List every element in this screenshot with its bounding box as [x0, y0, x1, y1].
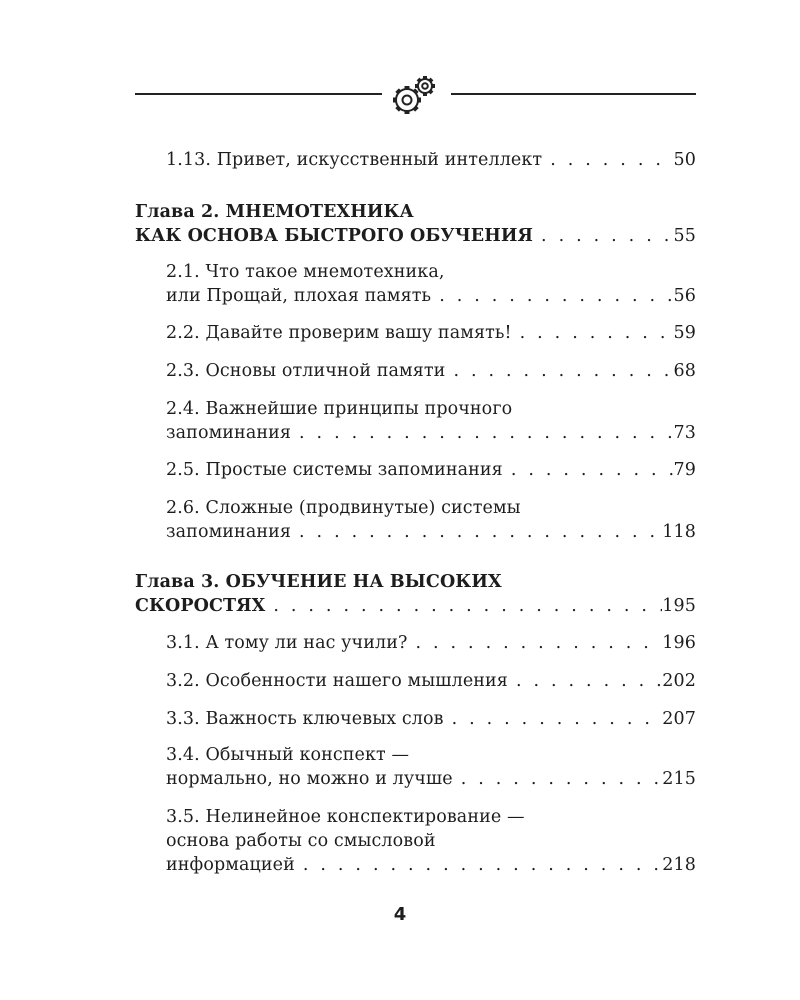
chapter-title-line: Глава 3. ОБУЧЕНИЕ НА ВЫСОКИХ — [135, 572, 502, 592]
toc-entry-3-5 — [166, 805, 696, 877]
toc-entry-2-2 — [166, 321, 696, 345]
entry-title-line: 2.2. Давайте проверим вашу память! — [166, 323, 512, 343]
dot-leader — [407, 631, 662, 655]
chapter-title-line: Глава 2. МНЕМОТЕХНИКА — [135, 202, 414, 222]
dot-leader — [542, 148, 673, 172]
entry-page-number: 215 — [662, 769, 696, 789]
entry-page-number: 195 — [662, 596, 696, 616]
dot-leader — [291, 520, 662, 544]
dot-leader — [265, 594, 662, 618]
dot-leader — [503, 458, 674, 482]
toc-entry-2-3 — [166, 359, 696, 383]
entry-title-line: 3.5. Нелинейное конспектирование — — [166, 807, 525, 827]
toc-chapter-3 — [135, 570, 696, 618]
toc-entry-2-4 — [166, 397, 696, 445]
toc-entry-3-1 — [166, 631, 696, 655]
entry-title-line: основа работы со смысловой — [166, 831, 436, 851]
chapter-title-line: СКОРОСТЯХ — [135, 596, 266, 616]
toc-entry-2-5 — [166, 458, 696, 482]
entry-title-line: 3.4. Обычный конспект — — [166, 745, 410, 765]
entry-page-number: 73 — [673, 423, 696, 443]
dot-leader — [291, 421, 674, 445]
entry-title-line: 3.1. А тому ли нас учили? — [166, 633, 408, 653]
header-rule-right — [451, 93, 696, 95]
dot-leader — [295, 853, 662, 877]
toc-entry-3-2 — [166, 669, 696, 693]
toc-entry-2-1 — [166, 260, 696, 308]
dot-leader — [512, 321, 674, 345]
entry-page-number: 59 — [673, 323, 696, 343]
entry-page-number: 207 — [662, 709, 696, 729]
entry-title-line: или Прощай, плохая память — [166, 286, 432, 306]
entry-page-number: 202 — [662, 671, 696, 691]
entry-title-line: 2.4. Важнейшие принципы прочного — [166, 399, 513, 419]
toc-entry-1-13 — [166, 148, 696, 172]
page-number: 4 — [393, 904, 407, 925]
gears-icon — [385, 70, 445, 118]
entry-title-line: 2.5. Простые системы запоминания — [166, 460, 503, 480]
entry-page-number: 68 — [673, 361, 696, 381]
entry-page-number: 118 — [662, 522, 696, 542]
dot-leader — [533, 224, 673, 248]
entry-title-line: информацией — [166, 855, 295, 875]
entry-title-line: 1.13. Привет, искусственный интеллект — [166, 150, 543, 170]
entry-title-line: 3.2. Особенности нашего мышления — [166, 671, 508, 691]
dot-leader — [444, 707, 663, 731]
entry-page-number: 55 — [673, 226, 696, 246]
header-rule-left — [135, 93, 382, 95]
entry-title-line: запоминания — [166, 423, 292, 443]
dot-leader — [431, 284, 673, 308]
entry-page-number: 50 — [673, 150, 696, 170]
entry-title-line: запоминания — [166, 522, 292, 542]
toc-entry-3-3 — [166, 707, 696, 731]
entry-title-line: 3.3. Важность ключевых слов — [166, 709, 444, 729]
entry-page-number: 79 — [673, 460, 696, 480]
toc-entry-2-6 — [166, 496, 696, 544]
toc-chapter-2 — [135, 200, 696, 248]
entry-title-line: нормально, но можно и лучше — [166, 769, 453, 789]
entry-title-line: 2.1. Что такое мнемотехника, — [166, 262, 445, 282]
entry-page-number: 218 — [662, 855, 696, 875]
dot-leader — [445, 359, 673, 383]
entry-page-number: 196 — [662, 633, 696, 653]
dot-leader — [453, 767, 663, 791]
entry-page-number: 56 — [673, 286, 696, 306]
toc-entry-3-4 — [166, 743, 696, 791]
dot-leader — [508, 669, 662, 693]
chapter-title-line: КАК ОСНОВА БЫСТРОГО ОБУЧЕНИЯ — [135, 226, 534, 246]
entry-title-line: 2.3. Основы отличной памяти — [166, 361, 446, 381]
entry-title-line: 2.6. Сложные (продвинутые) системы — [166, 498, 521, 518]
